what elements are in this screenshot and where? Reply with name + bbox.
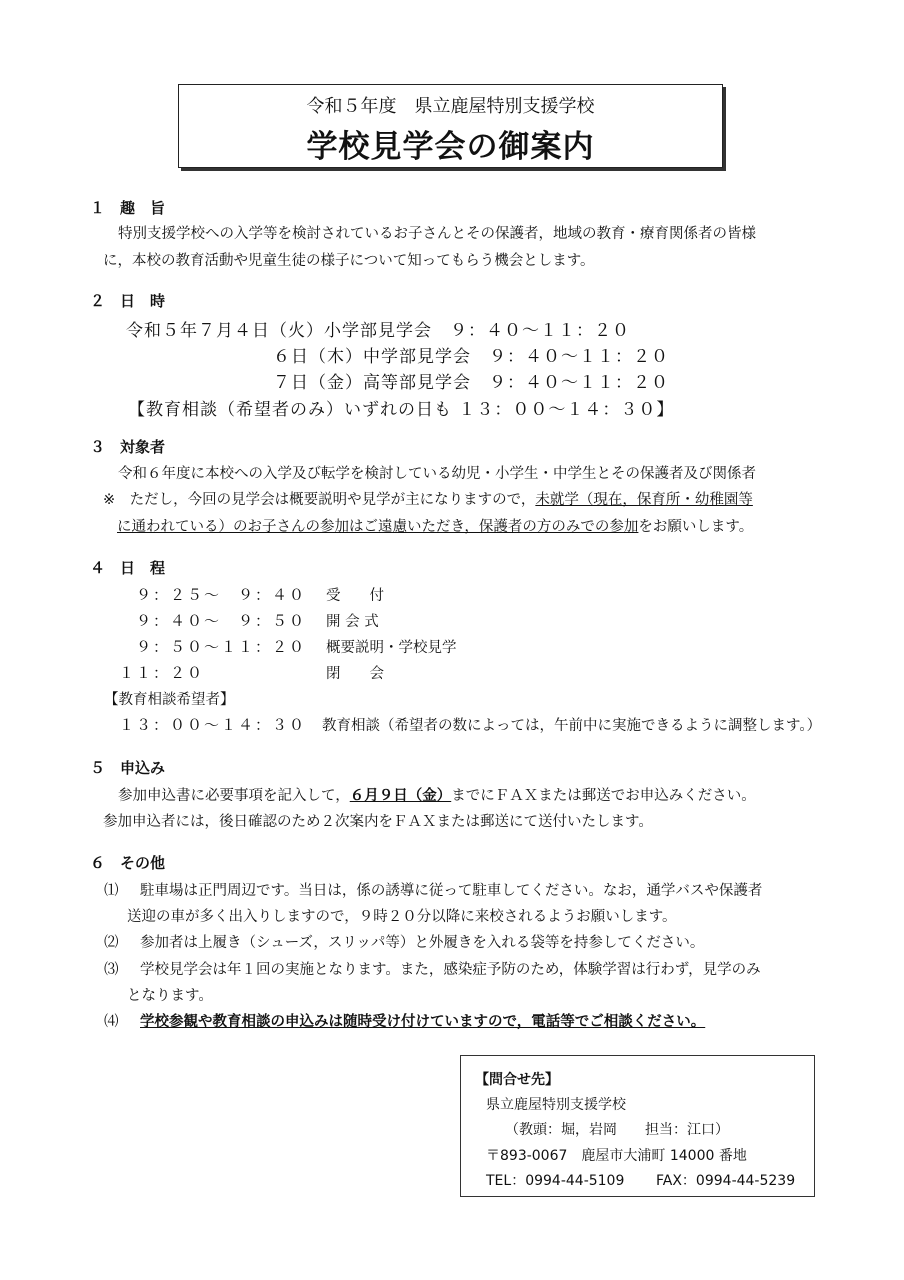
schedule-row-junior: ６日（木）中学部見学会 ９：４０～１１：２０ [273,347,669,367]
item-3-line-2: となります。 [127,988,213,1004]
item-3-line-1: 学校見学会は年１回の実施となります。また，感染症予防のため，体験学習は行わず，見学のみ [140,962,761,978]
consultation-label: 教育相談（希望者の数によっては，午前中に実施できるように調整します。） [322,718,822,734]
program-label: 概要説明・学校見学 [326,640,457,656]
apply-text: 参加申込書に必要事項を記入して， [118,788,350,804]
title-box [178,84,723,168]
contact-address: 〒893-0067 鹿屋市大浦町 14000 番地 [486,1148,747,1164]
contact-school: 県立鹿屋特別支援学校 [486,1097,626,1113]
item-number: ⑶ [104,962,119,978]
note-underlined-text: 未就学（現在，保育所・幼稚園等 [535,492,753,508]
section-3-line-1: 令和６年度に本校への入学及び転学を検討している幼児・小学生・中学生とその保護者及び関係者 [118,466,756,482]
item-number: ⑷ [104,1014,119,1030]
section-5-heading: ５ 申込み [90,759,166,777]
note-underlined-text: に通われている）のお子さんの参加はご遠慮いただき，保護者の方のみでの参加 [117,519,639,535]
section-5-line-2: 参加申込者には，後日確認のため２次案内をＦＡＸまたは郵送にて送付いたします。 [103,814,653,830]
section-6-heading: ６ その他 [90,854,166,872]
section-1-line-2: に，本校の教育活動や児童生徒の様子について知ってもらう機会とします。 [103,253,595,269]
item-1-line-1: 駐車場は正門周辺です。当日は，係の誘導に従って駐車してください。なお，通学バスや保護者 [140,883,763,899]
section-3-note-line-2 [117,515,753,536]
program-time: ９：５０～１１：２０ [136,638,307,656]
item-number: ⑵ [104,935,119,951]
item-number: ⑴ [104,883,119,899]
consultation-heading: 【教育相談希望者】 [104,692,235,708]
apply-text: までにＦＡＸまたは郵送でお申込みください。 [451,788,756,804]
section-3-heading: ３ 対象者 [90,438,166,456]
page-title: 学校見学会の御案内 [306,129,595,165]
deadline-date: ６月９日（金） [349,788,452,804]
item-4-line-1: 学校参観や教育相談の申込みは随時受け付けていますので，電話等でご相談ください。 [140,1014,706,1030]
program-label: 受 付 [326,588,384,604]
contact-fax: FAX：0994-44-5239 [656,1173,796,1189]
program-label: 開 会 式 [326,614,379,630]
item-1-line-2: 送迎の車が多く出入りしますので，９時２０分以降に来校されるようお願いします。 [127,909,677,925]
header-subtitle: 令和５年度 県立鹿屋特別支援学校 [306,96,595,117]
note-text: をお願いします。 [638,519,754,535]
item-2-line-1: 参加者は上履き（シューズ，スリッパ等）と外履きを入れる袋等を持参してください。 [140,935,705,951]
contact-staff: （教頭：堀，岩岡 担当：江口） [505,1122,729,1138]
program-time: ９：２５～ ９：４０ [136,586,307,604]
program-time: ９：４０～ ９：５０ [136,612,307,630]
contact-box [460,1055,815,1197]
consultation-time: １３：００～１４：３０ [119,716,307,734]
contact-tel: TEL：0994-44-5109 [486,1173,625,1189]
section-5-line-1 [118,784,756,805]
section-1-line-1: 特別支援学校への入学等を検討されているお子さんとその保護者，地域の教育・療育関係者の皆様 [118,226,756,242]
section-1-heading: １ 趣 旨 [90,199,166,217]
section-4-heading: ４ 日 程 [90,559,166,577]
schedule-row-elementary: 令和５年７月４日（火）小学部見学会 ９：４０～１１：２０ [126,321,630,341]
section-3-note-line-1 [103,488,753,509]
program-time: １１：２０ [119,664,205,682]
section-2-heading: ２ 日 時 [90,292,166,310]
schedule-row-senior: ７日（金）高等部見学会 ９：４０～１１：２０ [273,373,669,393]
schedule-row-consultation: 【教育相談（希望者のみ）いずれの日も １３：００～１４：３０】 [128,400,675,420]
program-label: 閉 会 [326,666,384,682]
note-text: ※ ただし，今回の見学会は概要説明や見学が主になりますので， [103,492,536,508]
contact-heading: 【問合せ先】 [475,1072,559,1088]
